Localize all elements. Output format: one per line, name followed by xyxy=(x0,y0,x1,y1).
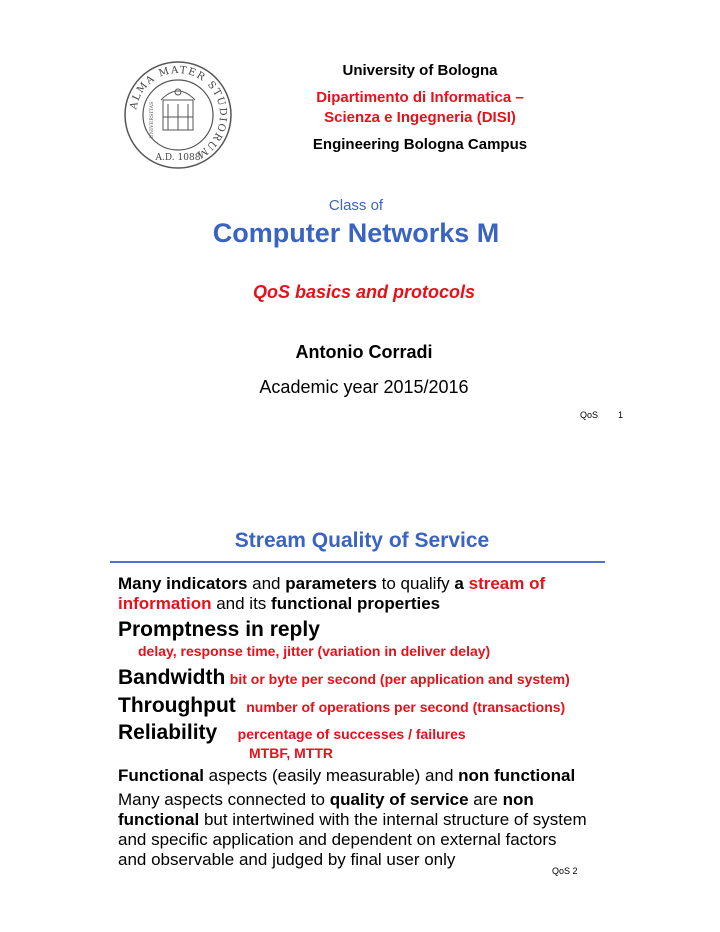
class-label: Class of xyxy=(328,197,384,214)
title-underline xyxy=(110,561,605,563)
reliability-row: Reliability percentage of successes / failures xyxy=(118,721,466,744)
promptness-detail: delay, response time, jitter (variation in deliver delay) xyxy=(138,643,491,659)
university-name: University of Bologna xyxy=(342,62,498,79)
promptness-term: Promptness in reply xyxy=(118,618,320,641)
svg-text:UNIVERSITAS: UNIVERSITAS xyxy=(149,101,155,139)
department-line-2: Scienza e Ingegneria (DISI) xyxy=(324,109,516,126)
department-line-1: Dipartimento di Informatica – xyxy=(316,89,524,106)
course-title: Computer Networks M xyxy=(212,218,500,248)
svg-text:ALMA MATER STUDIORUM: ALMA MATER STUDIORUM xyxy=(128,64,229,161)
slide-page-number: 1 xyxy=(618,410,624,420)
slide-title: Stream Quality of Service xyxy=(234,529,490,552)
throughput-row: Throughput number of operations per second (transactions) xyxy=(118,694,566,717)
functional-paragraph: Functional aspects (easily measurable) and non functional xyxy=(118,766,576,785)
campus-name: Engineering Bologna Campus xyxy=(312,136,528,153)
slide-footer: QoS 2 xyxy=(552,866,578,876)
nonfunctional-paragraph: Many aspects connected to quality of service are non functional but intertwined with the internal structure of system and specific application and dependent on external factors and observable and judged by final user only xyxy=(118,790,587,869)
academic-year: Academic year 2015/2016 xyxy=(259,377,469,397)
slide-footer-label: QoS xyxy=(580,410,599,420)
author-name: Antonio Corradi xyxy=(295,342,433,362)
lecture-subtitle: QoS basics and protocols xyxy=(252,282,476,302)
intro-paragraph: Many indicators and parameters to qualify a stream of information and its functional properties xyxy=(118,574,546,613)
university-seal-logo xyxy=(123,60,233,170)
bandwidth-row: Bandwidth bit or byte per second (per application and system) xyxy=(118,666,570,689)
svg-text:A.D. 1088: A.D. 1088 xyxy=(155,153,201,163)
reliability-detail-2: MTBF, MTTR xyxy=(249,745,333,761)
